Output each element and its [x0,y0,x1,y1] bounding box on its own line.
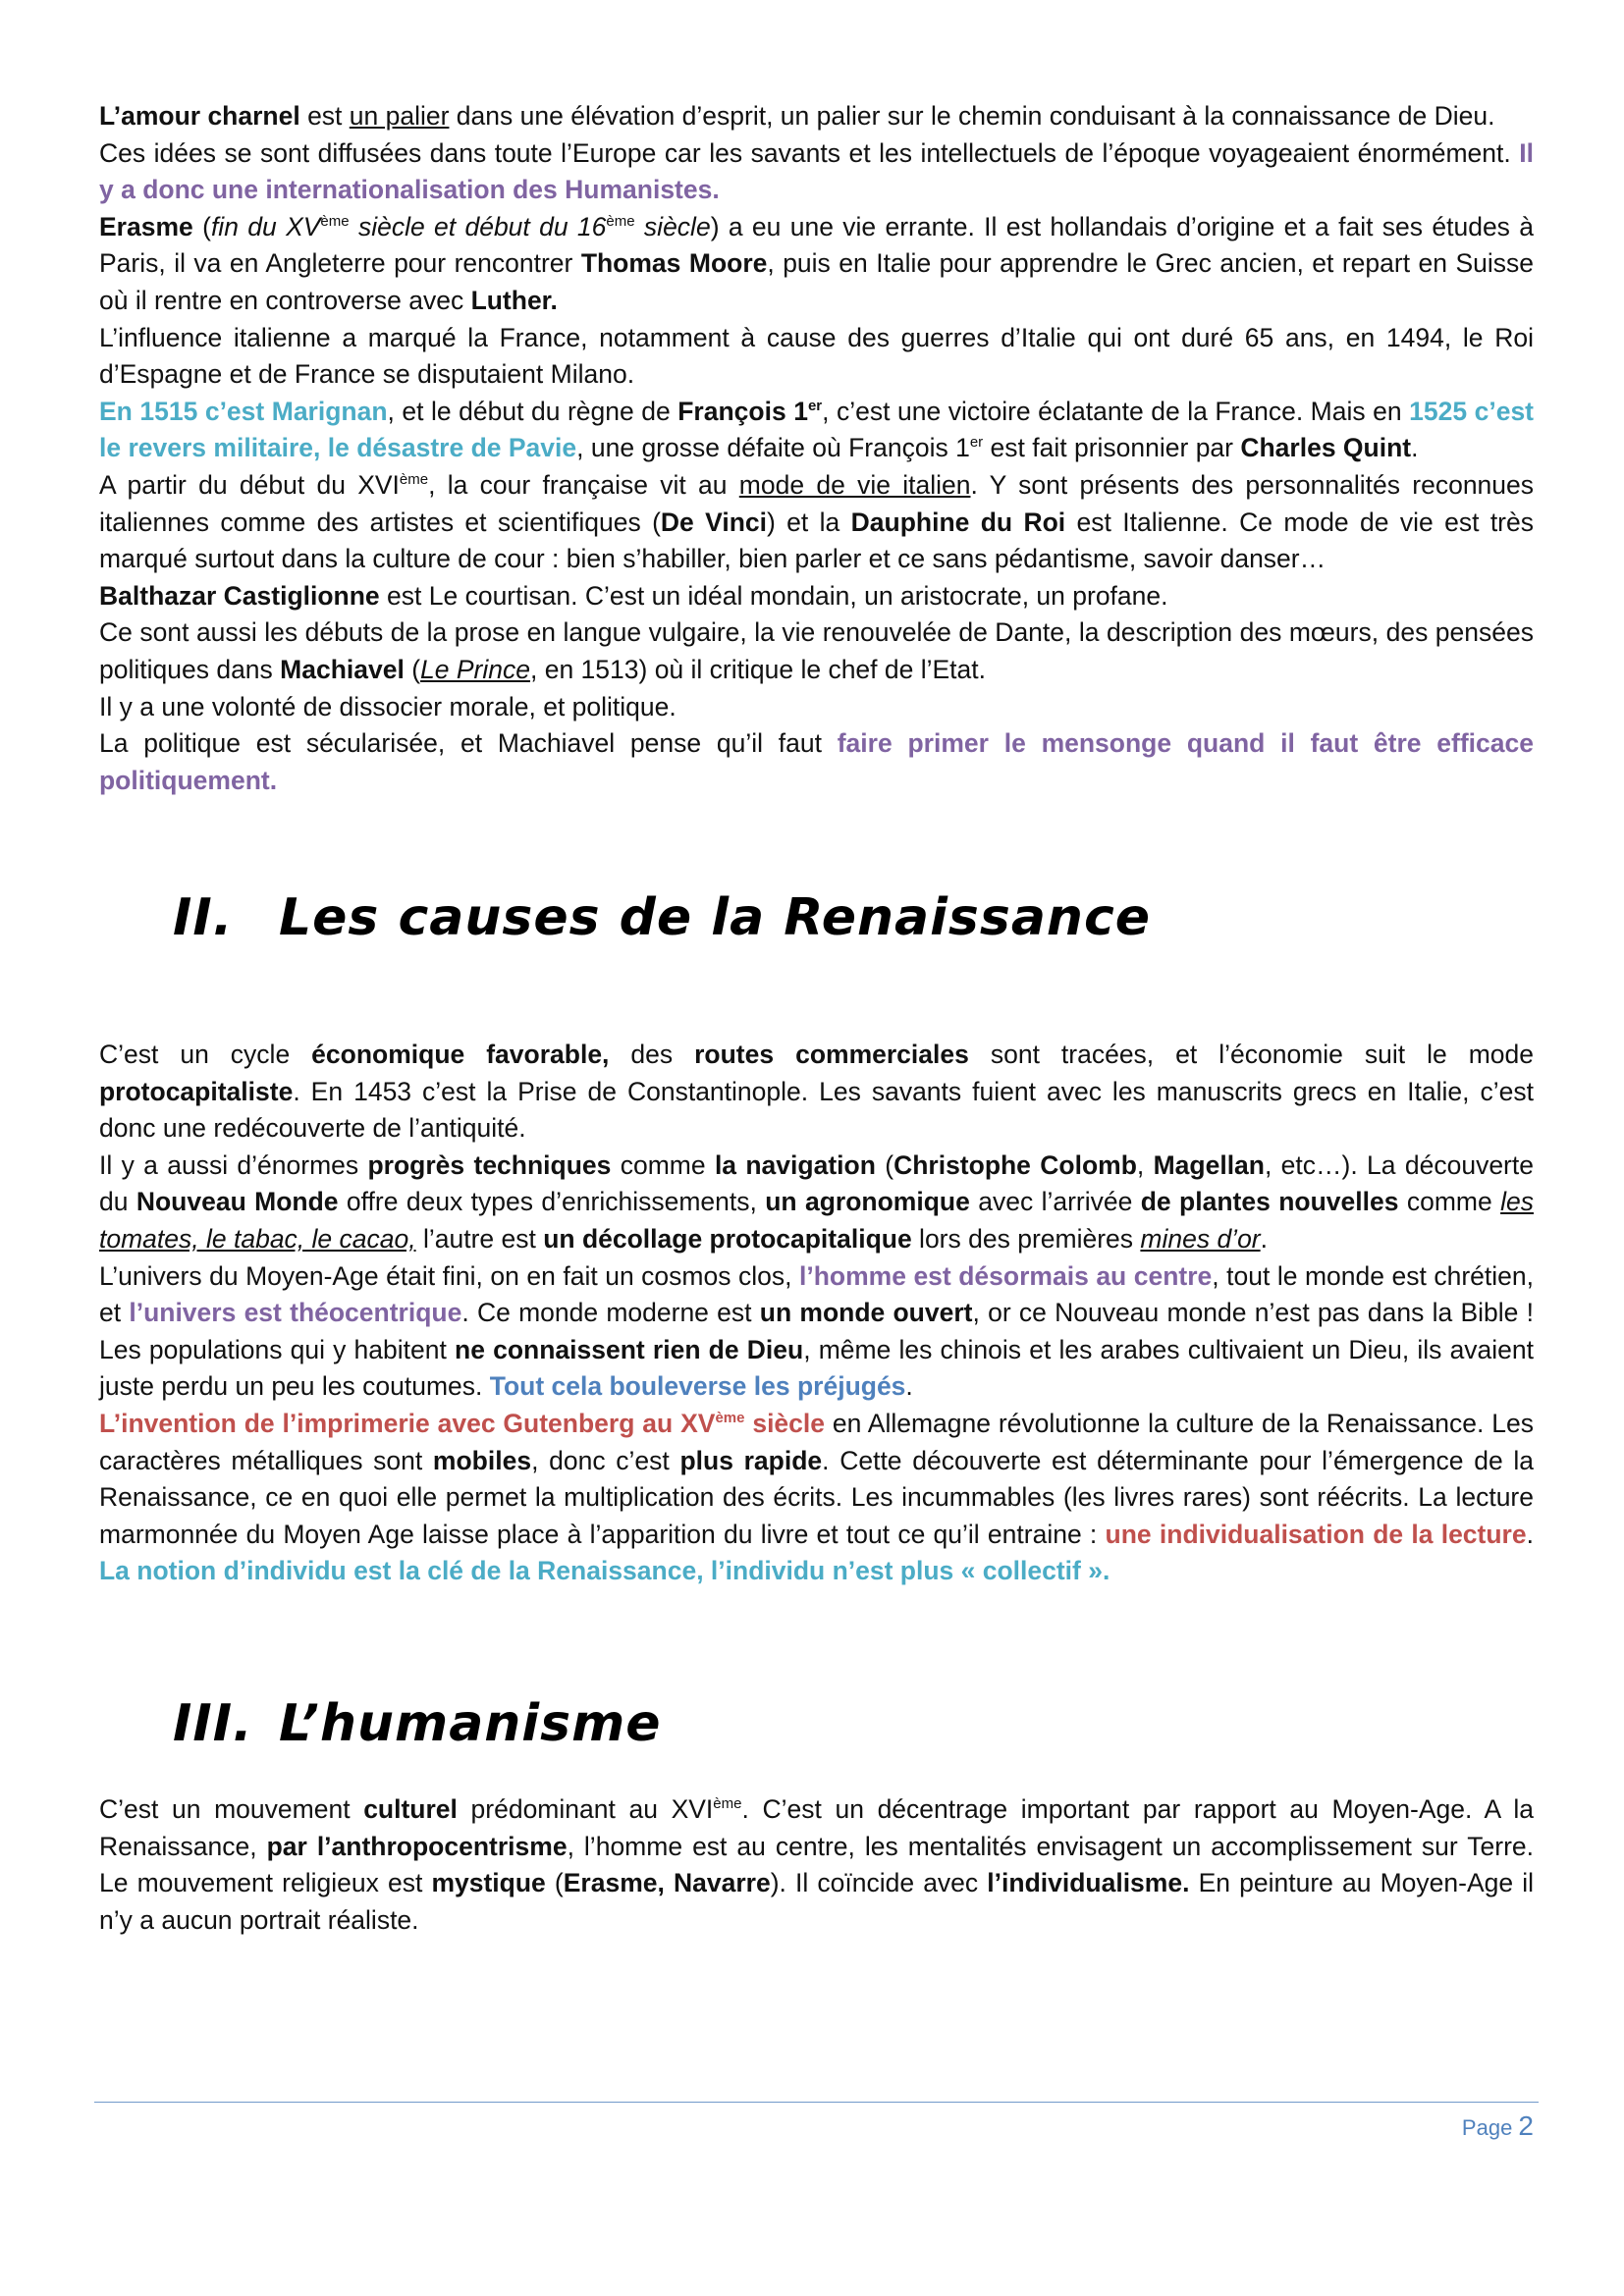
text-run: C’est un cycle [99,1040,312,1069]
heading-number: II. [173,888,234,947]
paragraph [99,1037,1534,1148]
section-3 [99,1791,1534,1939]
page-label: Page [1461,2115,1519,2140]
text-run: mode de vie italien [738,469,971,500]
text-run: est [299,101,350,131]
text-run: Magellan [1153,1149,1265,1180]
paragraph [99,394,1534,467]
text-run: avec l’arrivée [969,1187,1141,1217]
text-run: En 1515 c’est Marignan [99,396,388,426]
text-run: . [905,1371,913,1402]
page-footer [1462,2110,1534,2142]
heading-causes [173,888,1151,947]
text-run: . Y sont présents des personnalités reconnues italiennes comme des artistes et scientifiques ( [99,469,1535,537]
text-run: . C’est un décentrage important par rapport au Moyen-Age. A la Renaissance, [99,1794,1535,1861]
text-run: par l’anthropocentrisme [266,1831,568,1861]
text-run: est Italienne. Ce mode de vie est très marqué surtout dans la culture de cour : bien s’habiller, bien parler et ce sans pédantisme, savoir danser… [99,507,1534,574]
text-run: , or ce Nouveau monde n’est pas dans la Bible ! Les populations qui y habitent [99,1298,1534,1364]
text-run: siècle [744,1408,826,1438]
text-run: , puis en Italie pour apprendre le Grec ancien, et repart en Suisse où il rentre en controverse avec [99,248,1534,315]
text-run: Ces idées se sont diffusées dans toute l’Europe car les savants et les intellectuels de l’époque voyageaient énormément. [99,137,1520,168]
text-run: , l’homme est au centre, les mentalités envisagent un accomplissement sur Terre. Le mouvement religieux est [99,1831,1534,1898]
text-run: , c’est une victoire éclatante de la France. Mais en [822,396,1410,426]
paragraph [99,1258,1534,1406]
text-run: est Le courtisan. C’est un idéal mondain, un aristocrate, un profane. [379,580,1168,611]
text-run: . [712,175,720,205]
text-run: Le Prince [420,654,530,684]
text-run: ème [320,212,350,230]
text-run: ( [404,654,421,684]
text-run: les tomates, le tabac, le cacao, [99,1187,1534,1254]
text-run: , [1136,1149,1154,1180]
text-run: er [969,434,984,452]
text-run: progrès techniques [367,1149,612,1180]
text-run: ( [545,1868,564,1898]
text-run: ème [715,1410,745,1427]
text-run: faire primer le mensonge quand il faut être efficace politiquement. [99,728,1534,795]
text-run: Balthazar Castiglionne [99,580,380,611]
paragraph [99,320,1534,394]
text-run: une individualisation de la lecture [1105,1519,1527,1549]
text-run: C’est un mouvement [99,1794,364,1824]
text-run: , la cour française vit au [428,469,739,500]
heading-humanisme [173,1694,662,1753]
text-run: Ce sont aussi les débuts de la prose en langue vulgaire, la vie renouvelée de Dante, la description des mœurs, des pensées politiques dans [99,617,1534,684]
text-run: . [1260,1223,1269,1254]
text-run: L’amour charnel [99,101,300,131]
text-run: ( [875,1149,894,1180]
text-run: des [609,1040,695,1069]
text-run: ) et la [767,507,851,537]
text-run: , et le début du règne de [387,396,678,426]
text-run: La notion d’individu est la clé de la Renaissance, l’individu n’est plus « collectif ». [99,1556,1110,1586]
text-run: ème [713,1795,742,1813]
text-run: l’homme est désormais au centre [798,1260,1213,1291]
text-run: , en 1513) où il critique le chef de l’Etat. [529,654,987,684]
text-run: un agronomique [765,1187,970,1217]
text-run: En peinture au Moyen-Age il n’y a aucun portrait réaliste. [99,1868,1534,1935]
text-run: . Ce monde moderne est [461,1298,760,1328]
section-2 [99,1037,1534,1590]
text-run: Machiavel [280,654,405,684]
text-run: offre deux types d’enrichissements, [338,1187,766,1217]
text-run: er [807,397,823,414]
text-run: fin du XV [210,211,321,241]
text-run: mines d’or [1140,1223,1261,1254]
text-run: ( [192,211,211,241]
text-run: comme [611,1149,715,1180]
text-run: en Allemagne révolutionne la culture de la Renaissance. Les caractères métalliques sont [99,1408,1534,1475]
text-run: ne connaissent rien de Dieu [455,1334,804,1364]
text-run: La politique est sécularisée, et Machiavel pense qu’il faut [99,728,838,759]
text-run: lors des premières [911,1223,1141,1254]
text-run: ème [606,212,635,230]
text-run: Luther. [470,285,558,315]
text-run: Charles Quint [1240,433,1412,463]
text-run: protocapitaliste [99,1076,294,1106]
text-run: ème [399,471,429,489]
text-run: De Vinci [660,507,767,537]
text-run: plus rapide [679,1445,823,1475]
text-run: . Cette découverte est déterminante pour l’émergence de la Renaissance, ce en quoi elle permet la multiplication des écrits. Les incummables (les livres rares) sont réécrits. La lecture marmonnée du Moyen Age laisse place à l’apparition du livre et tout ce qu’il entraine : [99,1445,1535,1549]
paragraph [99,135,1534,209]
text-run: l’autre est [415,1223,544,1254]
paragraph [99,578,1534,615]
text-run: L’influence italienne a marqué la France, notamment à cause des guerres d’Italie qui ont duré 65 ans, en 1494, le Roi d’Espagne et de France se disputaient Milano. [99,322,1534,390]
text-run: un monde ouvert [759,1298,973,1328]
text-run: Erasme [99,211,193,241]
paragraph [99,98,1534,135]
text-run: un décollage protocapitalique [543,1223,912,1254]
text-run: Il y a aussi d’énormes [99,1149,368,1180]
text-run: culturel [363,1794,458,1824]
text-run: siècle [634,211,711,241]
text-run: mobiles [432,1445,532,1475]
text-run: l’univers est théocentrique [129,1298,462,1328]
paragraph [99,209,1534,320]
footer-divider [94,2102,1539,2103]
text-run: dans une élévation d’esprit, un palier sur le chemin conduisant à la connaissance de Dieu. [449,101,1495,131]
text-run: Erasme, Navarre [563,1868,771,1898]
paragraph [99,725,1534,799]
section-1 [99,98,1534,799]
text-run: sont tracées, et l’économie suit le mode [968,1040,1534,1069]
text-run: Thomas Moore [580,248,768,279]
text-run: , même les chinois et les arabes cultivaient un Dieu, ils avaient juste perdu un peu les coutumes. [99,1334,1535,1402]
text-run: . [1411,433,1419,463]
text-run: Tout cela bouleverse les préjugés [489,1371,906,1402]
text-run: un palier [349,101,450,131]
page-number: 2 [1518,2110,1534,2141]
text-run: est fait prisonnier par [983,433,1241,463]
text-run: économique favorable, [311,1040,610,1069]
text-run: routes commerciales [694,1040,969,1069]
text-run: L’invention de l’imprimerie avec Gutenberg au XV [99,1408,716,1438]
paragraph [99,1148,1534,1258]
text-run: Il y a donc une internationalisation des Humanistes [99,137,1534,205]
text-run: . En 1453 c’est la Prise de Constantinople. Les savants fuient avec les manuscrits grecs en Italie, c’est donc une redécouverte de l’antiquité. [99,1076,1534,1144]
text-run: mystique [431,1868,546,1898]
text-run: , une grosse défaite où François 1 [576,433,970,463]
text-run: A partir du début du XVI [99,469,400,500]
paragraph [99,689,1534,726]
text-run: prédominant au XVI [457,1794,714,1824]
text-run: l’individualisme. [987,1868,1190,1898]
paragraph [99,614,1534,688]
text-run: ). Il coïncide avec [770,1868,988,1898]
paragraph [99,1406,1534,1590]
text-run: , tout le monde est chrétien, et [99,1260,1534,1328]
text-run: François 1 [677,396,808,426]
text-run: de plantes nouvelles [1140,1187,1399,1217]
text-run: ) a eu une vie errante. Il est hollandais d’origine et a fait ses études à Paris, il va en Angleterre pour rencontrer [99,211,1534,279]
paragraph [99,1791,1534,1939]
text-run: L’univers du Moyen-Age était fini, on en fait un cosmos clos, [99,1260,799,1291]
text-run: Christophe Colomb [893,1149,1137,1180]
text-run: Il y a une volonté de dissocier morale, et politique. [99,691,677,721]
paragraph [99,467,1534,578]
text-run: Dauphine du Roi [850,507,1066,537]
text-run: , etc…). La découverte du [99,1149,1534,1217]
heading-title: Les causes de la Renaissance [279,888,1152,947]
heading-number: III. [173,1694,253,1753]
text-run: 1525 c’est le revers militaire, le désastre de Pavie [99,396,1535,463]
text-run: siècle et début du 16 [349,211,607,241]
text-run: Nouveau Monde [135,1187,339,1217]
text-run: la navigation [714,1149,876,1180]
text-run: , donc c’est [531,1445,680,1475]
heading-title: L’humanisme [279,1694,662,1753]
text-run: comme [1398,1187,1501,1217]
text-run: . [1526,1519,1534,1549]
